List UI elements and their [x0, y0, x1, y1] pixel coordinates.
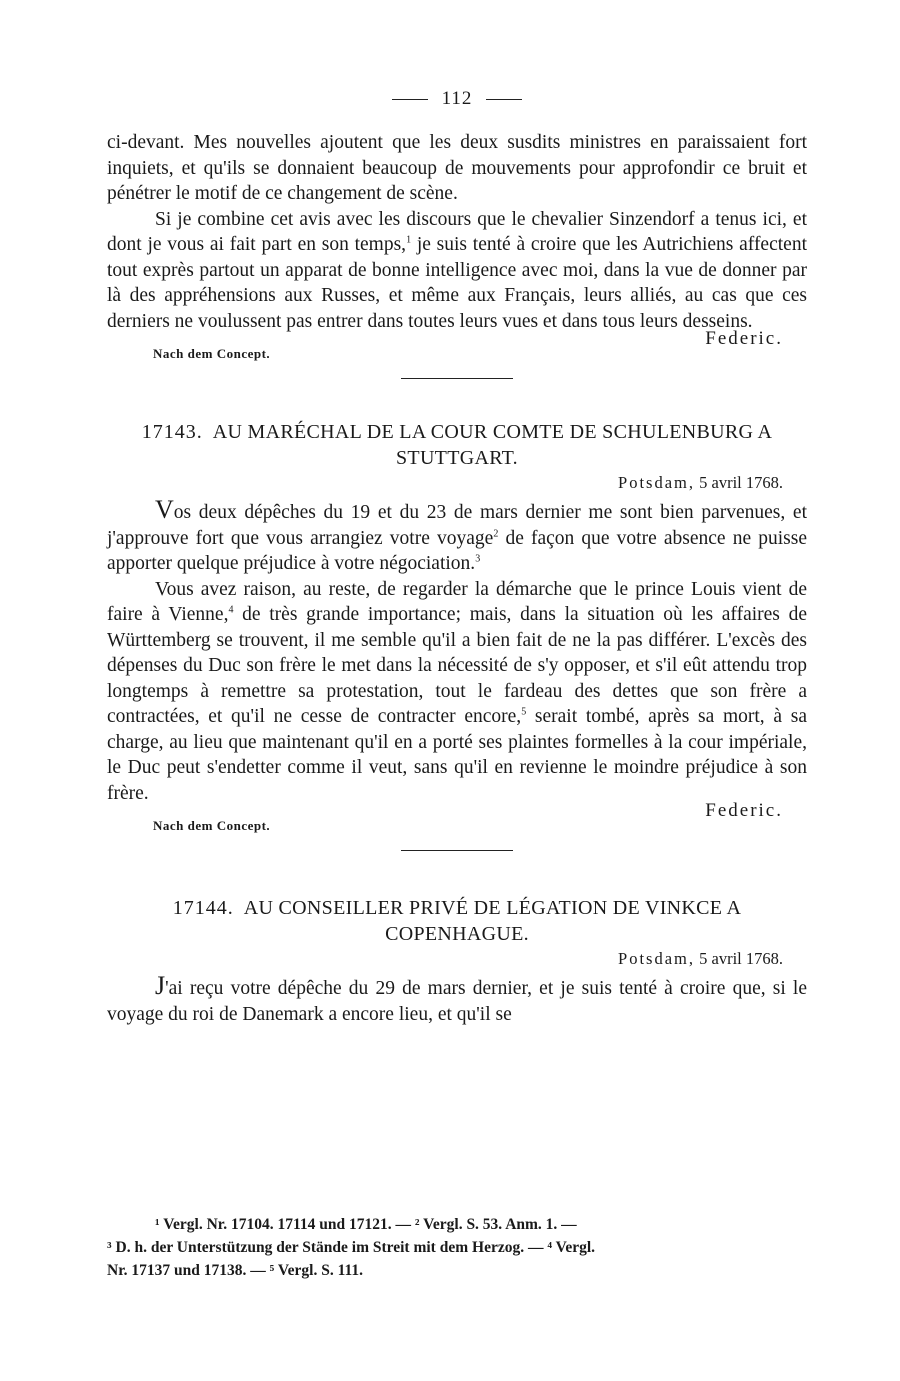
footnotes: [107, 1213, 807, 1282]
letter-number: 17144.: [172, 897, 234, 919]
initial-letter: V: [155, 495, 174, 524]
header-dash-left: [392, 99, 428, 100]
footnote-line: ¹ Vergl. Nr. 17104. 17114 und 17121. — ² Vergl. S. 53. Anm. 1. —: [155, 1216, 577, 1233]
initial-letter: J: [155, 971, 166, 1000]
letter1-paragraph-1: Vos deux dépêches du 19 et du 23 de mars dernier me sont bien parvenues, et j'approuve fort que vous arrangiez votre voyage$^2$ de façon que votre absence ne puisse apporter quelque préjudice à votre négociation.$^3$: [107, 495, 807, 574]
letter2-paragraph-1: J'ai reçu votre dépêche du 29 de mars dernier, et je suis tenté à croire que, si le voyage du roi de Danemark a encore lieu, et qu'il se: [107, 971, 807, 1025]
letter1-signature-row: [107, 800, 807, 846]
footnote-ref-4: 4: [228, 604, 234, 616]
intro-paragraph-2: Si je combine cet avis avec les discours que le chevalier Sinzendorf a tenus ici, et dont je vous ai fait part en son temps,$^1$ je suis tenté à croire que les Autrichiens affectent tout exprès partout un apparat de bonne intelligence avec moi, dans la vue de donner par là des appréhensions aux Russes, et même aux Français, leurs alliés, au cas que ces derniers ne voulussent pas entrer dans toutes leurs vues et dans tous leurs desseins.: [107, 208, 807, 332]
letter-dateline: Potsdam, 5 avril 1768.: [618, 949, 783, 968]
footnote-ref-2: 2: [493, 528, 499, 539]
signature: Federic.: [705, 328, 783, 349]
letter-dateline: Potsdam, 5 avril 1768.: [618, 473, 783, 492]
footnote-line: Nr. 17137 und 17138. — ⁵ Vergl. S. 111.: [107, 1262, 363, 1279]
source-note: Nach dem Concept.: [153, 818, 271, 833]
letter-title: AU MARÉCHAL DE LA COUR COMTE DE SCHULENBURG A STUTTGART.: [212, 421, 773, 469]
footnote-line: ³ D. h. der Unterstützung der Stände im Streit mit dem Herzog. — ⁴ Vergl.: [107, 1239, 596, 1256]
letter-number: 17143.: [141, 421, 203, 443]
letter1-paragraph-2: Vous avez raison, au reste, de regarder la démarche que le prince Louis vient de faire à Vienne,$^4$ de très grande importance; mais, dans la situation où les affaires de Württemberg se trouvent, il me semble qu'il a bien fait de ne la pas différer. L'excès des dépenses du Duc son frère le met dans la nécessité de s'y opposer, et s'il eût attendu trop longtemps à remettre sa protestation, tout le fardeau des dettes que son frère a contractées, et qu'il ne cesse de contracter encore,$^5$ serait tombé, après sa mort, à sa charge, au lieu que maintenant qu'il en a porté ses plaintes formelles à la cour impériale, le Duc peut s'endetter comme il veut, sans qu'il en revienne le moindre préjudice à son frère.: [107, 578, 807, 804]
page-number: 112: [441, 88, 473, 109]
letter-heading-17143: [107, 419, 807, 471]
footnote-ref-3: 3: [475, 553, 481, 565]
page-header: [107, 88, 807, 110]
signature: Federic.: [705, 800, 783, 821]
intro-paragraph-1: ci-devant. Mes nouvelles ajoutent que les deux susdits ministres en paraissaient fort inquiets, et qu'ils se donnaient beaucoup de mouvements pour approfondir ce bruit et pénétrer le motif de ce changement de scène.: [107, 132, 807, 204]
header-dash-right: [486, 99, 522, 100]
intro-signature-row: [107, 328, 807, 374]
footnote-ref-1: 1: [406, 234, 412, 246]
letter-heading-17144: [107, 895, 807, 947]
source-note: Nach dem Concept.: [153, 346, 271, 361]
footnote-ref-5: 5: [521, 706, 527, 718]
letter-title: AU CONSEILLER PRIVÉ DE LÉGATION DE VINKCE A COPENHAGUE.: [243, 897, 742, 945]
page-body: [107, 88, 807, 1027]
